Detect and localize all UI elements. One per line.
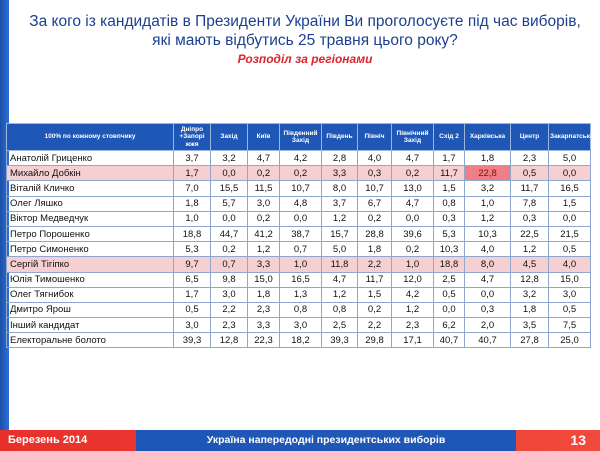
- value-cell: 11,7: [511, 181, 549, 196]
- value-cell: 8,0: [322, 181, 358, 196]
- value-cell: 0,0: [211, 211, 248, 226]
- value-cell: 4,0: [358, 151, 392, 166]
- candidate-name-cell: Сергій Тігіпко: [7, 257, 174, 272]
- value-cell: 21,5: [549, 226, 591, 241]
- value-cell: 0,0: [280, 211, 322, 226]
- value-cell: 4,7: [392, 196, 434, 211]
- candidate-name-cell: Віталій Кличко: [7, 181, 174, 196]
- value-cell: 1,8: [248, 287, 280, 302]
- value-cell: 0,7: [211, 257, 248, 272]
- candidate-name-cell: Юлія Тимошенко: [7, 272, 174, 287]
- value-cell: 1,0: [174, 211, 211, 226]
- value-cell: 0,5: [549, 242, 591, 257]
- table-row: [7, 333, 591, 348]
- results-table: [6, 123, 594, 348]
- value-cell: 2,3: [211, 318, 248, 333]
- value-cell: 39,3: [174, 333, 211, 348]
- value-cell: 0,5: [434, 287, 465, 302]
- value-cell: 41,2: [248, 226, 280, 241]
- value-cell: 8,0: [465, 257, 511, 272]
- value-cell: 2,2: [358, 318, 392, 333]
- value-cell: 2,3: [248, 302, 280, 317]
- slide-subtitle: Розподіл за регіонами: [237, 52, 373, 66]
- table-row: [7, 272, 591, 287]
- value-cell: 9,8: [211, 272, 248, 287]
- value-cell: 10,7: [280, 181, 322, 196]
- value-cell: 4,2: [392, 287, 434, 302]
- value-cell: 0,3: [511, 211, 549, 226]
- value-cell: 11,7: [358, 272, 392, 287]
- value-cell: 3,0: [211, 287, 248, 302]
- value-cell: 18,8: [174, 226, 211, 241]
- candidate-name-cell: Олег Ляшко: [7, 196, 174, 211]
- value-cell: 3,7: [174, 151, 211, 166]
- column-header: Закарпатська: [549, 124, 591, 151]
- value-cell: 6,5: [174, 272, 211, 287]
- value-cell: 0,0: [434, 302, 465, 317]
- table-row: [7, 166, 591, 181]
- table-row: [7, 302, 591, 317]
- column-header: Дніпро +Запорі жжя: [174, 124, 211, 151]
- value-cell: 39,3: [322, 333, 358, 348]
- value-cell: 18,8: [434, 257, 465, 272]
- value-cell: 5,0: [322, 242, 358, 257]
- value-cell: 7,8: [511, 196, 549, 211]
- value-cell: 4,7: [392, 151, 434, 166]
- column-header: Північ: [358, 124, 392, 151]
- value-cell: 10,3: [465, 226, 511, 241]
- value-cell: 0,2: [392, 242, 434, 257]
- results-table-container: [6, 123, 594, 348]
- value-cell: 0,7: [280, 242, 322, 257]
- value-cell: 22,5: [511, 226, 549, 241]
- value-cell: 4,5: [511, 257, 549, 272]
- value-cell: 18,2: [280, 333, 322, 348]
- value-cell: 0,8: [280, 302, 322, 317]
- value-cell: 0,2: [358, 211, 392, 226]
- table-row: [7, 181, 591, 196]
- value-cell: 1,5: [358, 287, 392, 302]
- value-cell: 3,0: [280, 318, 322, 333]
- value-cell: 22,3: [248, 333, 280, 348]
- value-cell: 0,2: [358, 302, 392, 317]
- value-cell: 0,0: [549, 166, 591, 181]
- footer-bar: [0, 430, 600, 451]
- value-cell: 5,0: [549, 151, 591, 166]
- value-cell: 1,8: [174, 196, 211, 211]
- value-cell: 0,0: [392, 211, 434, 226]
- value-cell: 0,0: [211, 166, 248, 181]
- value-cell: 3,0: [174, 318, 211, 333]
- value-cell: 12,8: [511, 272, 549, 287]
- value-cell: 0,5: [511, 166, 549, 181]
- value-cell: 2,3: [511, 151, 549, 166]
- value-cell: 2,0: [465, 318, 511, 333]
- value-cell: 0,0: [549, 211, 591, 226]
- value-cell: 1,8: [511, 302, 549, 317]
- value-cell: 11,8: [322, 257, 358, 272]
- value-cell: 1,0: [465, 196, 511, 211]
- value-cell: 2,2: [211, 302, 248, 317]
- value-cell: 10,7: [358, 181, 392, 196]
- value-cell: 15,5: [211, 181, 248, 196]
- value-cell: 3,2: [511, 287, 549, 302]
- candidate-name-cell: Петро Порошенко: [7, 226, 174, 241]
- value-cell: 1,7: [434, 151, 465, 166]
- value-cell: 3,3: [322, 166, 358, 181]
- value-cell: 1,2: [392, 302, 434, 317]
- value-cell: 2,5: [322, 318, 358, 333]
- value-cell: 7,0: [174, 181, 211, 196]
- value-cell: 0,0: [465, 287, 511, 302]
- value-cell: 5,7: [211, 196, 248, 211]
- value-cell: 0,3: [434, 211, 465, 226]
- value-cell: 17,1: [392, 333, 434, 348]
- candidate-name-cell: Дмитро Ярош: [7, 302, 174, 317]
- value-cell: 0,3: [465, 302, 511, 317]
- table-row: [7, 287, 591, 302]
- value-cell: 3,2: [211, 151, 248, 166]
- value-cell: 4,7: [322, 272, 358, 287]
- value-cell: 0,2: [248, 166, 280, 181]
- column-header: 100% по кожному стовпчику: [7, 124, 174, 151]
- value-cell: 1,0: [280, 257, 322, 272]
- value-cell: 5,3: [434, 226, 465, 241]
- candidate-name-cell: Електоральне болото: [7, 333, 174, 348]
- value-cell: 4,0: [465, 242, 511, 257]
- value-cell: 40,7: [465, 333, 511, 348]
- value-cell: 3,7: [322, 196, 358, 211]
- value-cell: 9,7: [174, 257, 211, 272]
- value-cell: 3,0: [549, 287, 591, 302]
- candidate-name-cell: Петро Симоненко: [7, 242, 174, 257]
- value-cell: 1,2: [248, 242, 280, 257]
- value-cell: 4,0: [549, 257, 591, 272]
- column-header: Схід 2: [434, 124, 465, 151]
- value-cell: 16,5: [549, 181, 591, 196]
- value-cell: 10,3: [434, 242, 465, 257]
- candidate-name-cell: Анатолій Гриценко: [7, 151, 174, 166]
- value-cell: 3,2: [465, 181, 511, 196]
- value-cell: 1,2: [322, 211, 358, 226]
- value-cell: 44,7: [211, 226, 248, 241]
- value-cell: 0,5: [174, 302, 211, 317]
- value-cell: 3,0: [248, 196, 280, 211]
- value-cell: 1,8: [358, 242, 392, 257]
- value-cell: 1,2: [465, 211, 511, 226]
- table-header-row: [7, 124, 591, 151]
- value-cell: 1,8: [465, 151, 511, 166]
- value-cell: 28,8: [358, 226, 392, 241]
- value-cell: 7,5: [549, 318, 591, 333]
- table-row: [7, 257, 591, 272]
- value-cell: 0,8: [434, 196, 465, 211]
- value-cell: 0,2: [280, 166, 322, 181]
- column-header: Київ: [248, 124, 280, 151]
- table-row: [7, 196, 591, 211]
- page-number: 13: [570, 432, 586, 448]
- value-cell: 1,2: [511, 242, 549, 257]
- value-cell: 15,0: [248, 272, 280, 287]
- candidate-name-cell: Олег Тягнибок: [7, 287, 174, 302]
- value-cell: 2,3: [392, 318, 434, 333]
- candidate-name-cell: Михайло Добкін: [7, 166, 174, 181]
- value-cell: 0,2: [211, 242, 248, 257]
- value-cell: 0,2: [248, 211, 280, 226]
- footer-caption: Україна напередодні президентських виборів: [206, 434, 446, 446]
- value-cell: 40,7: [434, 333, 465, 348]
- value-cell: 15,7: [322, 226, 358, 241]
- column-header: Харківська: [465, 124, 511, 151]
- value-cell: 2,8: [322, 151, 358, 166]
- value-cell: 3,5: [511, 318, 549, 333]
- value-cell: 1,5: [549, 196, 591, 211]
- column-header: Південь: [322, 124, 358, 151]
- value-cell: 2,5: [434, 272, 465, 287]
- value-cell: 0,3: [358, 166, 392, 181]
- value-cell: 4,7: [465, 272, 511, 287]
- value-cell: 4,7: [248, 151, 280, 166]
- value-cell: 12,8: [211, 333, 248, 348]
- value-cell: 25,0: [549, 333, 591, 348]
- candidate-name-cell: Віктор Медведчук: [7, 211, 174, 226]
- value-cell: 1,2: [322, 287, 358, 302]
- value-cell: 1,3: [280, 287, 322, 302]
- value-cell: 13,0: [392, 181, 434, 196]
- column-header: Центр: [511, 124, 549, 151]
- value-cell: 3,3: [248, 318, 280, 333]
- value-cell: 2,2: [358, 257, 392, 272]
- value-cell: 0,2: [392, 166, 434, 181]
- table-row: [7, 242, 591, 257]
- column-header: Південний Захід: [280, 124, 322, 151]
- candidate-name-cell: Інший кандидат: [7, 318, 174, 333]
- footer-date: Березень 2014: [8, 434, 88, 446]
- value-cell: 38,7: [280, 226, 322, 241]
- value-cell: 6,7: [358, 196, 392, 211]
- slide-title: За кого із кандидатів в Президенти України Ви проголосуєте під час виборів, які мають відбутись 25 травня цього року?: [29, 13, 581, 49]
- value-cell: 1,7: [174, 166, 211, 181]
- value-cell: 4,2: [280, 151, 322, 166]
- value-cell: 1,5: [434, 181, 465, 196]
- value-cell: 5,3: [174, 242, 211, 257]
- column-header: Північний Захід: [392, 124, 434, 151]
- table-row: [7, 318, 591, 333]
- value-cell: 3,3: [248, 257, 280, 272]
- column-header: Захід: [211, 124, 248, 151]
- value-cell: 0,8: [322, 302, 358, 317]
- table-row: [7, 151, 591, 166]
- value-cell: 16,5: [280, 272, 322, 287]
- value-cell: 4,8: [280, 196, 322, 211]
- value-cell: 12,0: [392, 272, 434, 287]
- value-cell: 1,7: [174, 287, 211, 302]
- table-row: [7, 226, 591, 241]
- value-cell: 6,2: [434, 318, 465, 333]
- value-cell: 39,6: [392, 226, 434, 241]
- value-cell: 27,8: [511, 333, 549, 348]
- value-cell: 11,5: [248, 181, 280, 196]
- value-cell: 1,0: [392, 257, 434, 272]
- value-cell: 29,8: [358, 333, 392, 348]
- value-cell: 0,5: [549, 302, 591, 317]
- value-cell: 22,8: [465, 166, 511, 181]
- value-cell: 15,0: [549, 272, 591, 287]
- value-cell: 11,7: [434, 166, 465, 181]
- table-row: [7, 211, 591, 226]
